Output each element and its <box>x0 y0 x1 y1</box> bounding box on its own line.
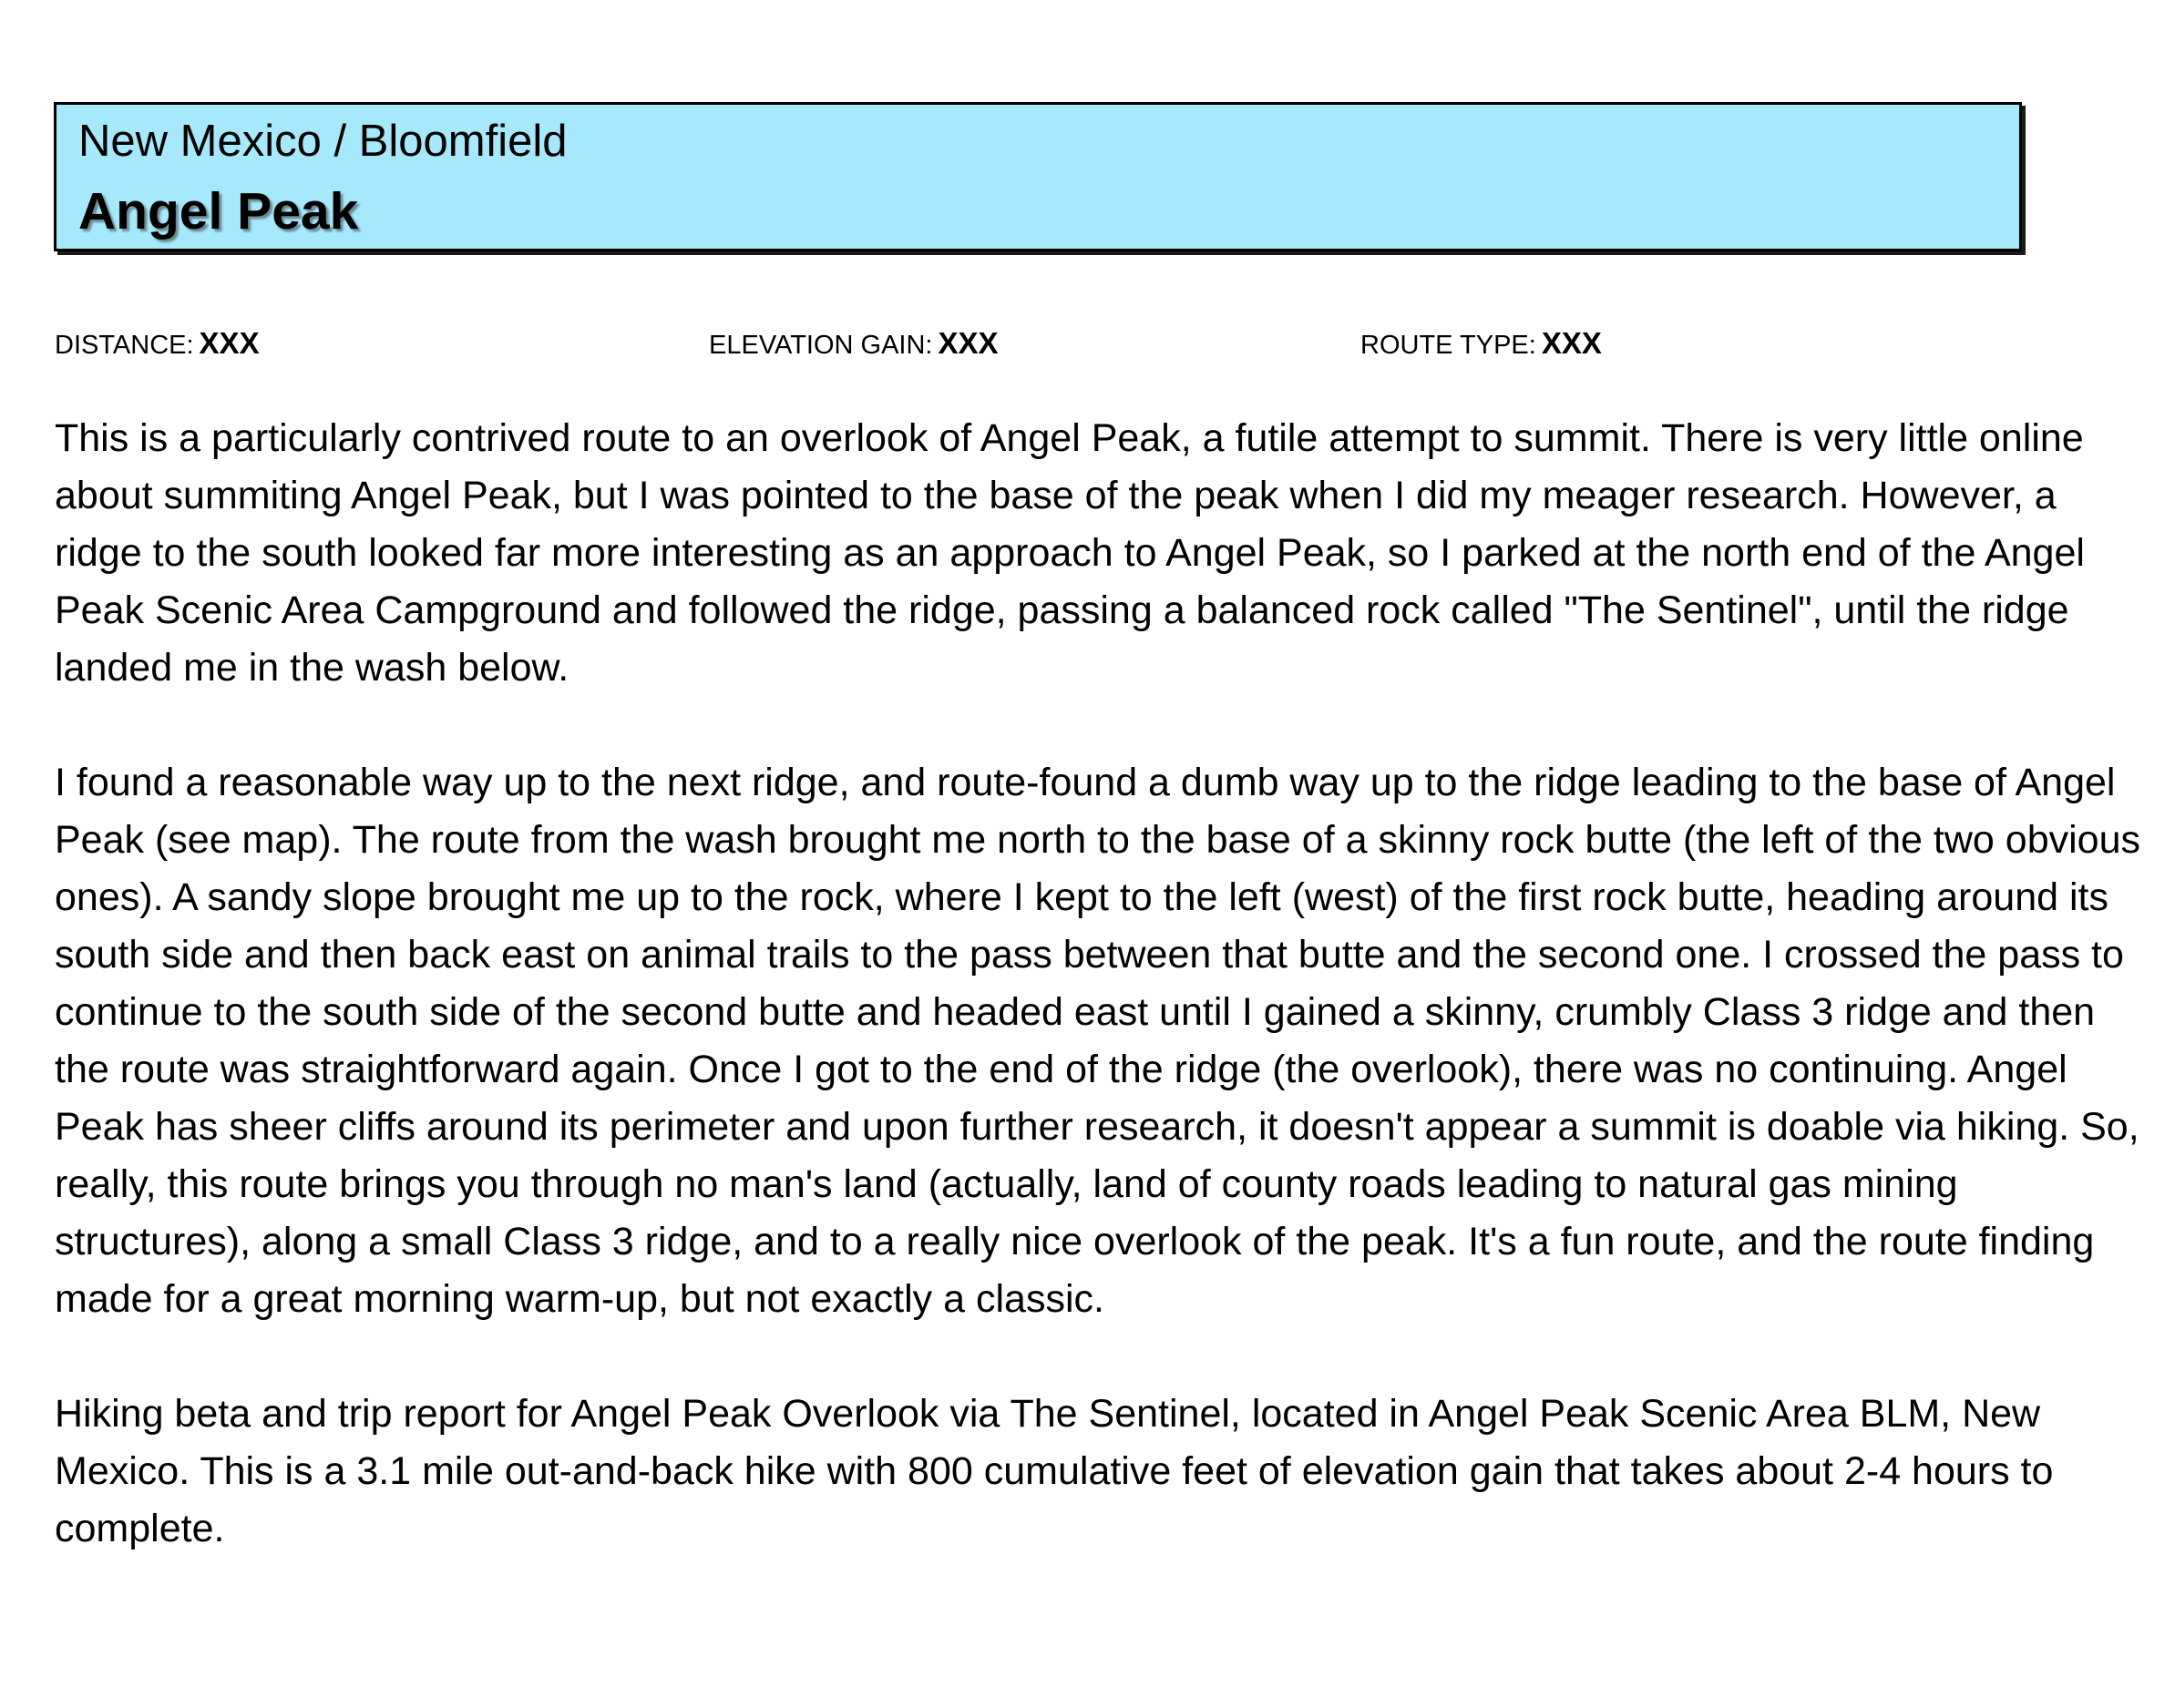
stat-elevation-gain-label: ELEVATION GAIN: <box>709 331 933 360</box>
description-body <box>55 410 2150 1615</box>
stat-route-type-label: ROUTE TYPE: <box>1360 331 1536 360</box>
stat-route-type <box>1360 325 1602 368</box>
stat-distance <box>55 325 260 368</box>
page-title: Angel Peak <box>78 182 359 240</box>
stat-route-type-value: XXX <box>1541 326 1602 360</box>
stats-row <box>0 325 2175 362</box>
paragraph-route: I found a reasonable way up to the next ridge, and route-found a dumb way up to the ridge leading to the base of Angel Peak (see map). The route from the wash brought me north to the base of a skinny rock butte (the left of the two obvious ones). A sandy slope brought me up to the rock, where I kept to the left (west) of the first rock butte, heading around its south side and then back east on animal trails to the pass between that butte and the second one. I crossed the pass to continue to the south side of the second butte and headed east until I gained a skinny, crumbly Class 3 ridge and then the route was straightforward again. Once I got to the end of the ridge (the overlook), there was no continuing. Angel Peak has sheer cliffs around its perimeter and upon further research, it doesn't appear a summit is doable via hiking. So, really, this route brings you through no man's land (actually, land of county roads leading to natural gas mining structures), along a small Class 3 ridge, and to a really nice overlook of the peak. It's a fun route, and the route finding made for a great morning warm-up, but not exactly a classic. <box>55 761 2140 1321</box>
stat-distance-label: DISTANCE: <box>55 331 194 360</box>
header-box <box>54 102 2022 251</box>
paragraph-summary: Hiking beta and trip report for Angel Peak Overlook via The Sentinel, located in Angel Peak Scenic Area BLM, New Mexico. This is a 3.1 mile out-and-back hike with 800 cumulative feet of elevation gain that takes about 2-4 hours to complete. <box>55 1392 2054 1550</box>
stat-elevation-gain <box>709 325 999 368</box>
stat-distance-value: XXX <box>199 326 260 360</box>
stat-elevation-gain-value: XXX <box>938 326 999 360</box>
paragraph-intro: This is a particularly contrived route to an overlook of Angel Peak, a futile attempt to summit. There is very little online about summiting Angel Peak, but I was pointed to the base of the peak when I did my meager research. However, a ridge to the south looked far more interesting as an approach to Angel Peak, so I parked at the north end of the Angel Peak Scenic Area Campground and followed the ridge, passing a balanced rock called "The Sentinel", until the ridge landed me in the wash below. <box>55 416 2085 690</box>
location-breadcrumb: New Mexico / Bloomfield <box>78 117 568 166</box>
